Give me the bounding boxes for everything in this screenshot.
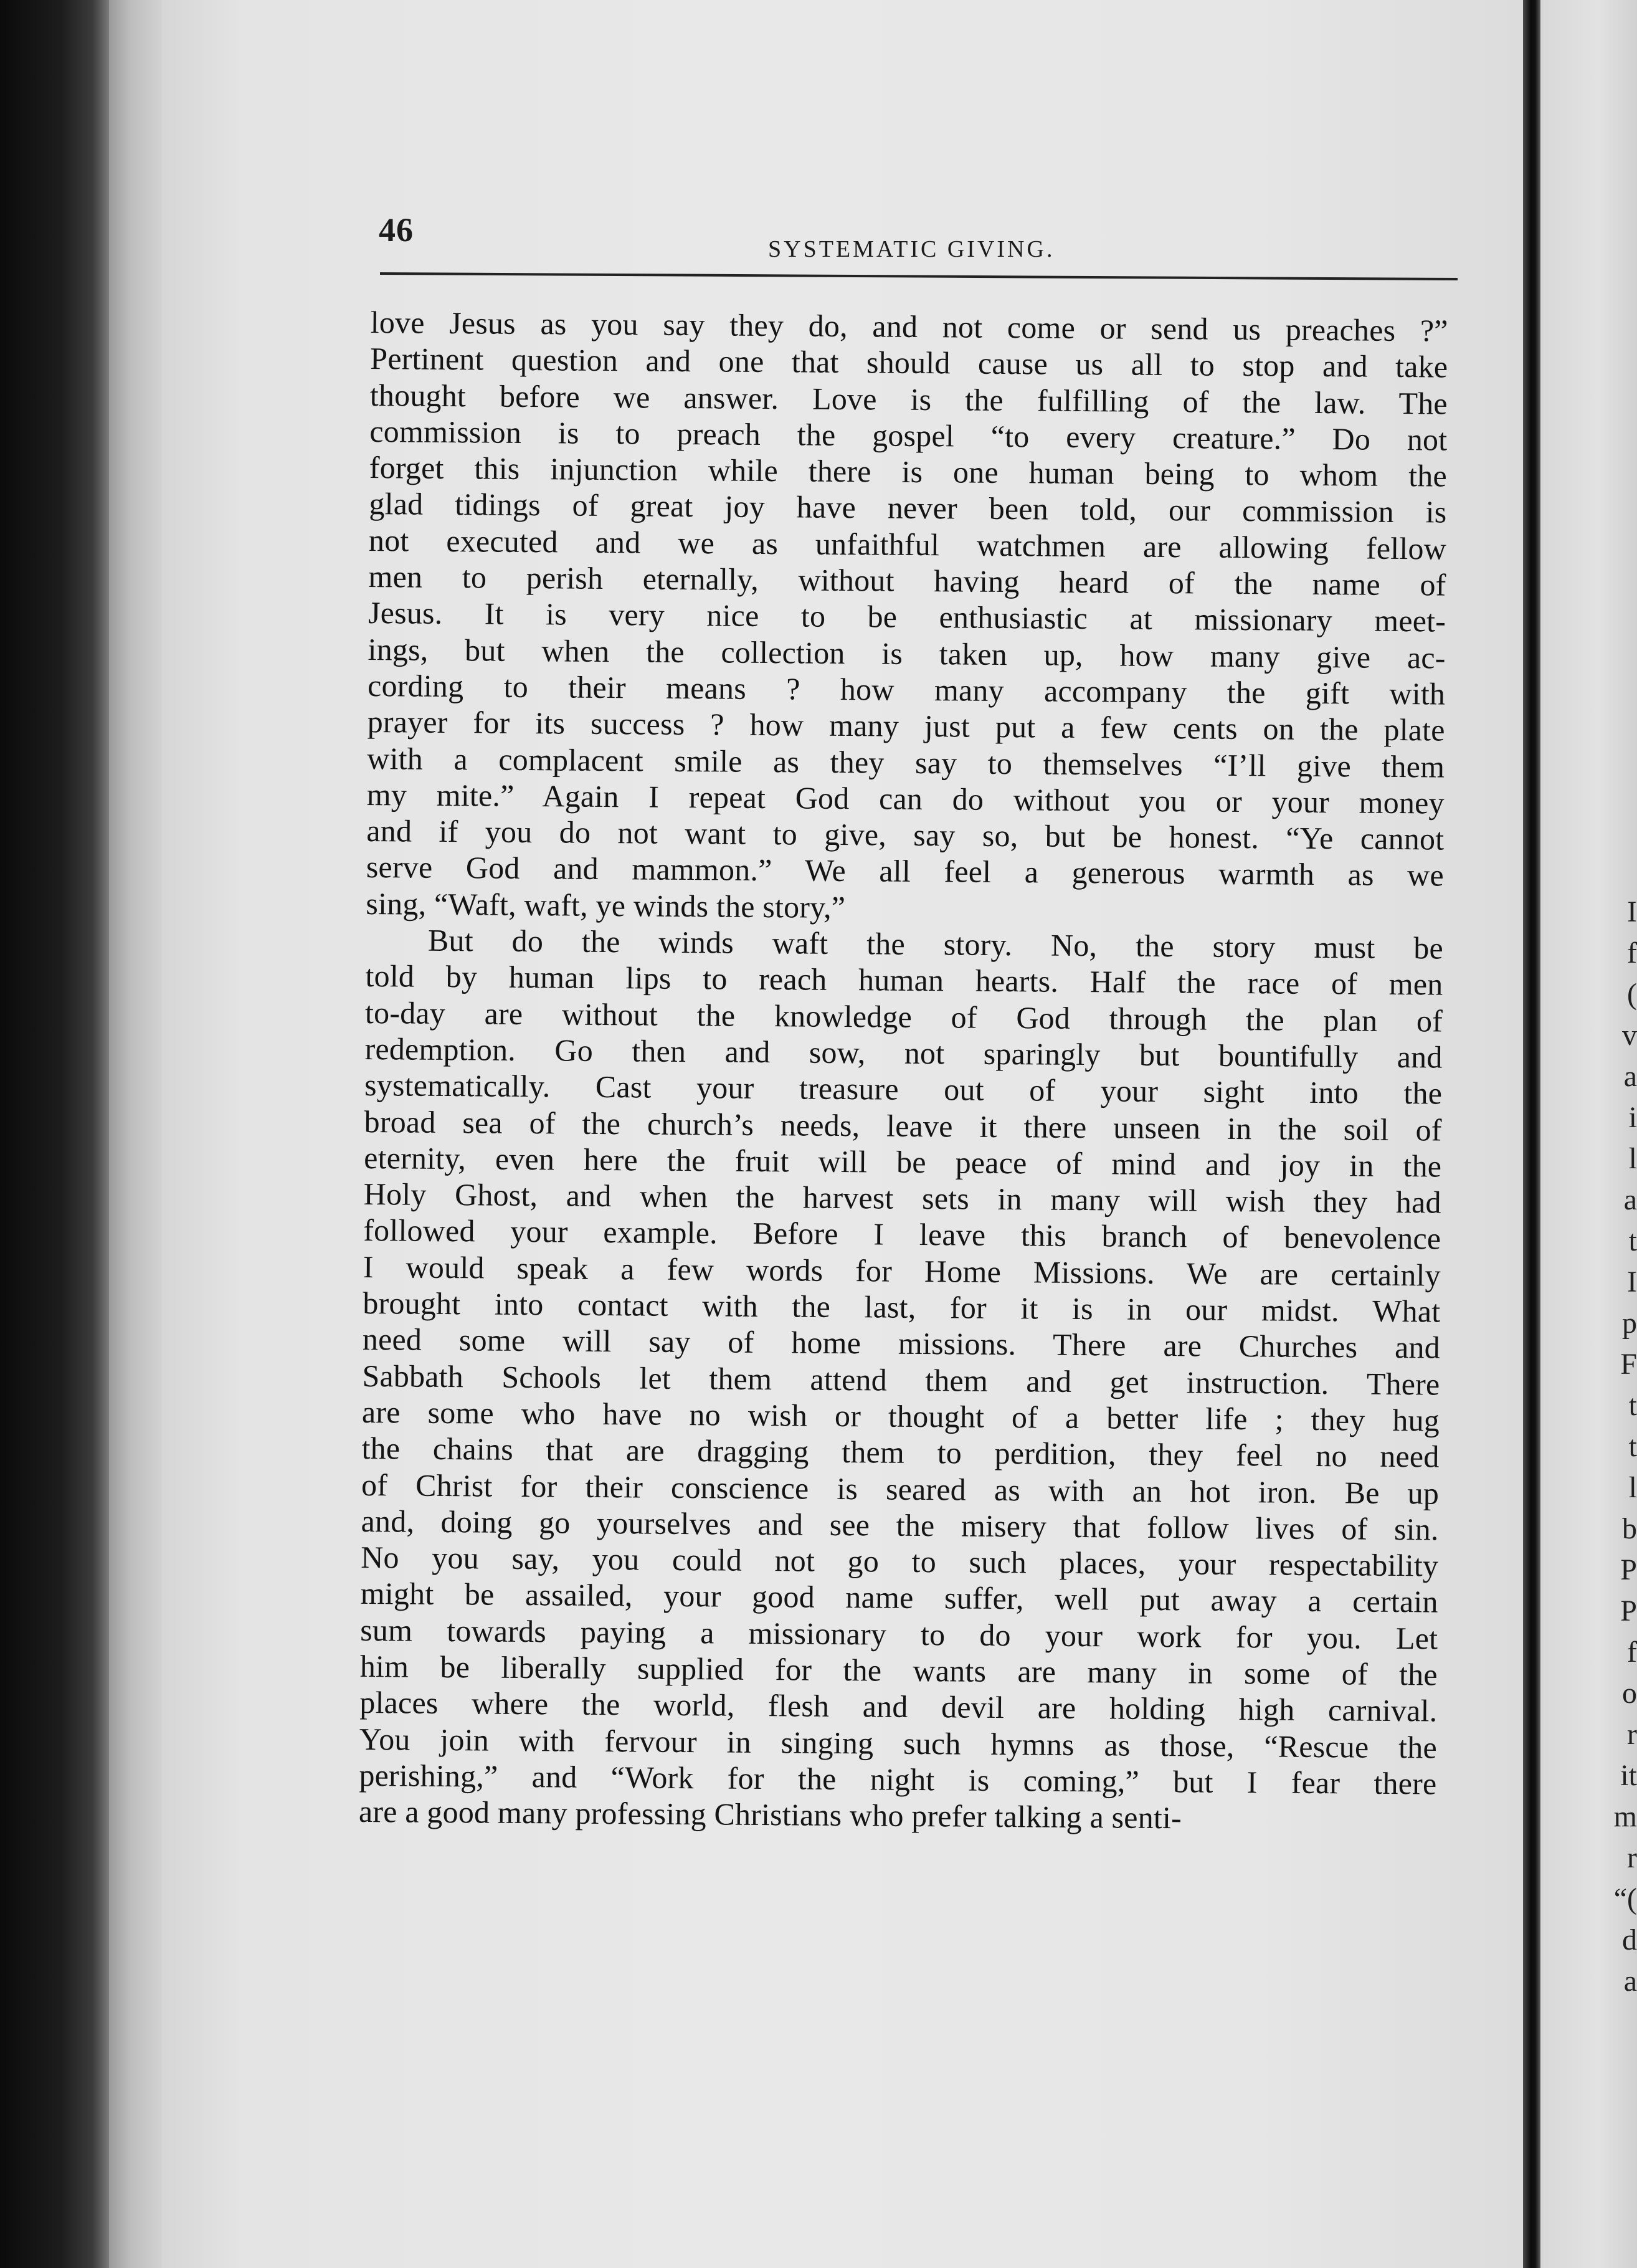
body-text — [359, 304, 1448, 1838]
text-line: of Christ for their conscience is seared as with an hot iron. Be up — [361, 1467, 1440, 1511]
text-line: Jesus. It is very nice to be enthusiastic at missionary meet- — [368, 595, 1446, 639]
text-line: systematically. Cast your treasure out of your sight into the — [364, 1067, 1443, 1111]
facing-page-fragment: r — [1627, 1841, 1637, 1874]
text-line: No you say, you could not go to such places, your respectability — [360, 1540, 1439, 1583]
text-line: broad sea of the church’s needs, leave it there unseen in the soil of — [364, 1103, 1442, 1148]
facing-page-fragment: I — [1627, 1265, 1637, 1298]
facing-page-fragment: v — [1622, 1019, 1637, 1052]
facing-page-fragment: p — [1622, 1307, 1637, 1340]
text-line: sing, “Waft, waft, ye winds the story,” — [366, 885, 846, 925]
facing-page-fragment: t — [1628, 1430, 1637, 1463]
text-line: glad tidings of great joy have never been told, our commission is — [369, 486, 1447, 530]
text-line: prayer for its success ? how many just put a few cents on the plate — [367, 704, 1445, 748]
text-line: to-day are without the knowledge of God through the plan of — [364, 994, 1443, 1039]
text-line: and if you do not want to give, say so, but be honest. “Ye cannot — [366, 813, 1445, 857]
text-line: commission is to preach the gospel “to every creature.” Do not — [369, 413, 1448, 457]
facing-page-fragment: “( — [1613, 1882, 1637, 1915]
text-line: with a complacent smile as they say to themselves “I’ll give them — [367, 740, 1445, 784]
book-gutter — [1523, 0, 1540, 2268]
text-line: thought before we answer. Love is the fulfilling of the law. The — [369, 377, 1448, 421]
text-line: my mite.” Again I repeat God can do without you or your money — [366, 776, 1445, 821]
text-line: are a good many professing Christians who prefer talking a senti- — [358, 1794, 1182, 1836]
facing-page-fragment: it — [1620, 1759, 1637, 1792]
text-line: But do the winds waft the story. No, the story must be — [427, 922, 1444, 966]
facing-page-fragment: F — [1620, 1348, 1637, 1381]
facing-page-fragment: b — [1622, 1512, 1637, 1545]
facing-page-fragment: P — [1620, 1553, 1637, 1586]
text-line: not executed and we as unfaithful watchmen are allowing fellow — [368, 522, 1447, 566]
text-line: serve God and mammon.” We all feel a generous warmth as we — [366, 849, 1445, 893]
text-line: need some will say of home missions. There are Churches and — [362, 1322, 1441, 1365]
text-line: eternity, even here the fruit will be peace of mind and joy in the — [364, 1140, 1442, 1184]
facing-page-fragment: o — [1622, 1677, 1637, 1710]
facing-page-fragment: a — [1623, 1060, 1637, 1093]
text-line: Holy Ghost, and when the harvest sets in many will wish they had — [363, 1176, 1441, 1220]
text-line: followed your example. Before I leave this branch of benevolence — [363, 1213, 1441, 1256]
text-line: Pertinent question and one that should cause us all to stop and take — [370, 341, 1448, 384]
text-line: sum towards paying a missionary to do your work for you. Let — [360, 1612, 1438, 1656]
facing-page-fragment: d — [1622, 1923, 1637, 1956]
facing-page-fragment: l — [1628, 1471, 1637, 1504]
text-line: You join with fervour in singing such hymns as those, “Rescue the — [359, 1721, 1438, 1765]
facing-page-fragment: f — [1627, 936, 1637, 970]
text-line: love Jesus as you say they do, and not come or send us preaches ?” — [370, 304, 1448, 348]
text-line: forget this injunction while there is one human being to whom the — [369, 450, 1448, 493]
running-head — [379, 206, 1463, 268]
text-line: perishing,” and “Work for the night is coming,” but I fear there — [359, 1757, 1437, 1801]
text-line: redemption. Go then and sow, not sparingly but bountifully and — [364, 1031, 1443, 1075]
facing-page-fragment: l — [1628, 1142, 1637, 1175]
facing-page-fragment: i — [1628, 1101, 1637, 1134]
text-line: might be assailed, your good name suffer, well put away a certain — [360, 1576, 1438, 1619]
text-line: brought into contact with the last, for it is in our midst. What — [363, 1285, 1441, 1329]
facing-page-fragment: m — [1613, 1800, 1637, 1833]
text-line: him be liberally supplied for the wants are many in some of the — [359, 1648, 1438, 1692]
facing-page-fragment: t — [1628, 1389, 1637, 1422]
running-title: SYSTEMATIC GIVING. — [768, 236, 1055, 262]
text-line: ings, but when the collection is taken up, how many give ac- — [368, 631, 1446, 675]
text-line: told by human lips to reach human hearts. Half the race of men — [365, 958, 1443, 1002]
text-line: and, doing go yourselves and see the misery that follow lives of sin. — [361, 1503, 1439, 1547]
facing-page-fragment: f — [1627, 1636, 1637, 1669]
text-line: cording to their means ? how many accompany the gift with — [367, 667, 1446, 712]
page-number: 46 — [379, 211, 414, 249]
facing-page-fragment: ( — [1627, 978, 1637, 1011]
book-edge-left — [0, 0, 109, 2268]
text-line: Sabbath Schools let them attend them and get instruction. There — [362, 1358, 1440, 1402]
facing-page-fragment: I — [1627, 895, 1637, 928]
text-line: men to perish eternally, without having heard of the name of — [368, 559, 1446, 603]
text-line: are some who have no wish or thought of a better life ; they hug — [361, 1394, 1440, 1438]
text-line: places where the world, flesh and devil are holding high carnival. — [359, 1685, 1438, 1728]
page-stack-edge — [109, 0, 162, 2268]
facing-page-fragment: P — [1620, 1594, 1637, 1627]
text-line: I would speak a few words for Home Missions. We are certainly — [363, 1249, 1441, 1293]
facing-page-edge — [1540, 0, 1637, 2268]
text-line: the chains that are dragging them to perdition, they feel no need — [361, 1431, 1440, 1474]
facing-page-fragment: r — [1627, 1718, 1637, 1751]
facing-page-fragment: t — [1628, 1224, 1637, 1257]
facing-page-fragment: a — [1623, 1965, 1637, 1998]
facing-page-fragment: a — [1623, 1183, 1637, 1216]
